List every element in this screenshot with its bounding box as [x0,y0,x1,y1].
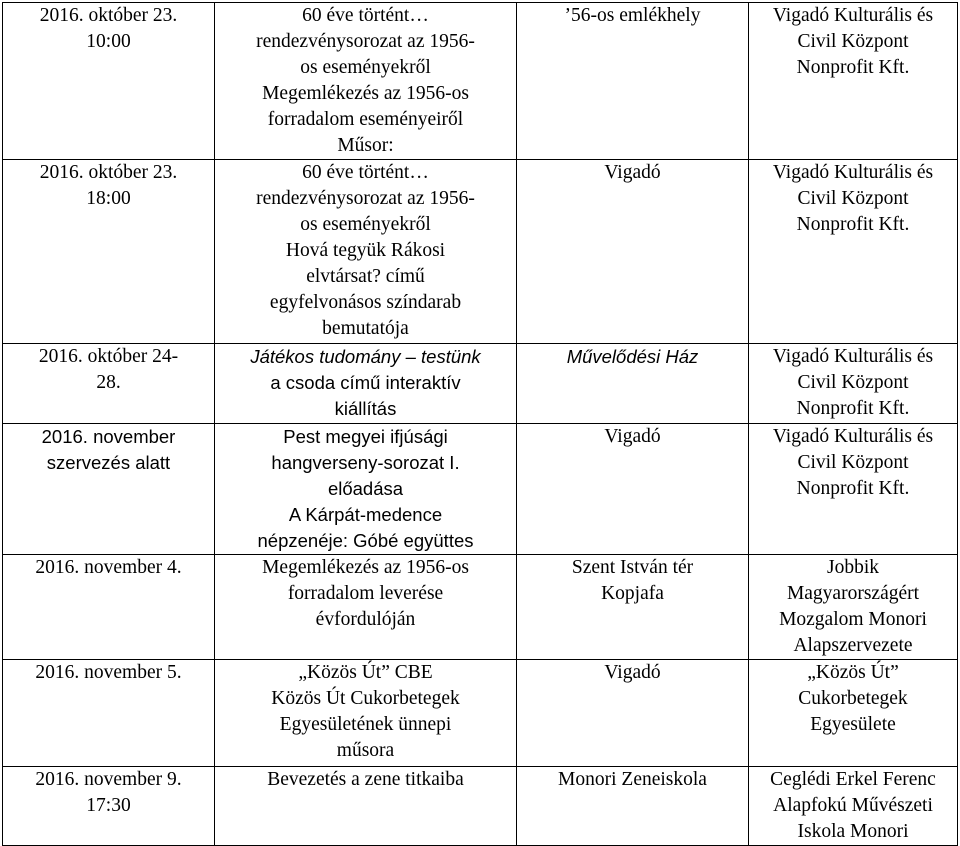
organizer-cell: „Közös Út” Cukorbetegek Egyesülete [749,660,958,767]
date-cell: 2016. november szervezés alatt [3,424,215,555]
date-cell: 2016. november 9. 17:30 [3,767,215,846]
date-cell: 2016. november 5. [3,660,215,767]
organizer-cell: Vigadó Kulturális és Civil Központ Nonprofit Kft. [749,160,958,344]
table-row [3,160,958,344]
events-table [2,2,958,846]
date-cell: 2016. október 23. 10:00 [3,3,215,160]
organizer-cell: Vigadó Kulturális és Civil Központ Nonprofit Kft. [749,3,958,160]
location-cell: Vigadó [517,424,749,555]
program-cell: „Közös Út” CBE Közös Út Cukorbetegek Egyesületének ünnepi műsora [215,660,517,767]
location-cell: ’56-os emlékhely [517,3,749,160]
location-cell: Művelődési Ház [517,344,749,424]
program-cell: Pest megyei ifjúsági hangverseny-sorozat I. előadása A Kárpát-medence népzenéje: Góbé együttes [215,424,517,555]
date-cell: 2016. november 4. [3,555,215,660]
program-cell: Bevezetés a zene titkaiba [215,767,517,846]
organizer-cell: Ceglédi Erkel Ferenc Alapfokú Művészeti Iskola Monori [749,767,958,846]
date-cell: 2016. október 23. 18:00 [3,160,215,344]
organizer-cell: Vigadó Kulturális és Civil Központ Nonprofit Kft. [749,344,958,424]
organizer-cell: Jobbik Magyarországért Mozgalom Monori Alapszervezete [749,555,958,660]
location-cell: Vigadó [517,660,749,767]
table-row [3,424,958,555]
date-cell: 2016. október 24- 28. [3,344,215,424]
program-cell: 60 éve történt… rendezvénysorozat az 1956- os eseményekről Hová tegyük Rákosi elvtársat? című egyfelvonásos színdarab bemutatója [215,160,517,344]
location-cell: Monori Zeneiskola [517,767,749,846]
table-row [3,660,958,767]
program-cell: 60 éve történt… rendezvénysorozat az 1956- os eseményekről Megemlékezés az 1956-os forradalom eseményeiről Műsor: [215,3,517,160]
location-cell: Vigadó [517,160,749,344]
program-cell: Játékos tudomány – testünk a csoda című interaktív kiállítás [215,344,517,424]
table-row [3,344,958,424]
table-row [3,3,958,160]
table-row [3,555,958,660]
organizer-cell: Vigadó Kulturális és Civil Központ Nonprofit Kft. [749,424,958,555]
program-cell: Megemlékezés az 1956-os forradalom leverése évfordulóján [215,555,517,660]
location-cell: Szent István tér Kopjafa [517,555,749,660]
table-row [3,767,958,846]
